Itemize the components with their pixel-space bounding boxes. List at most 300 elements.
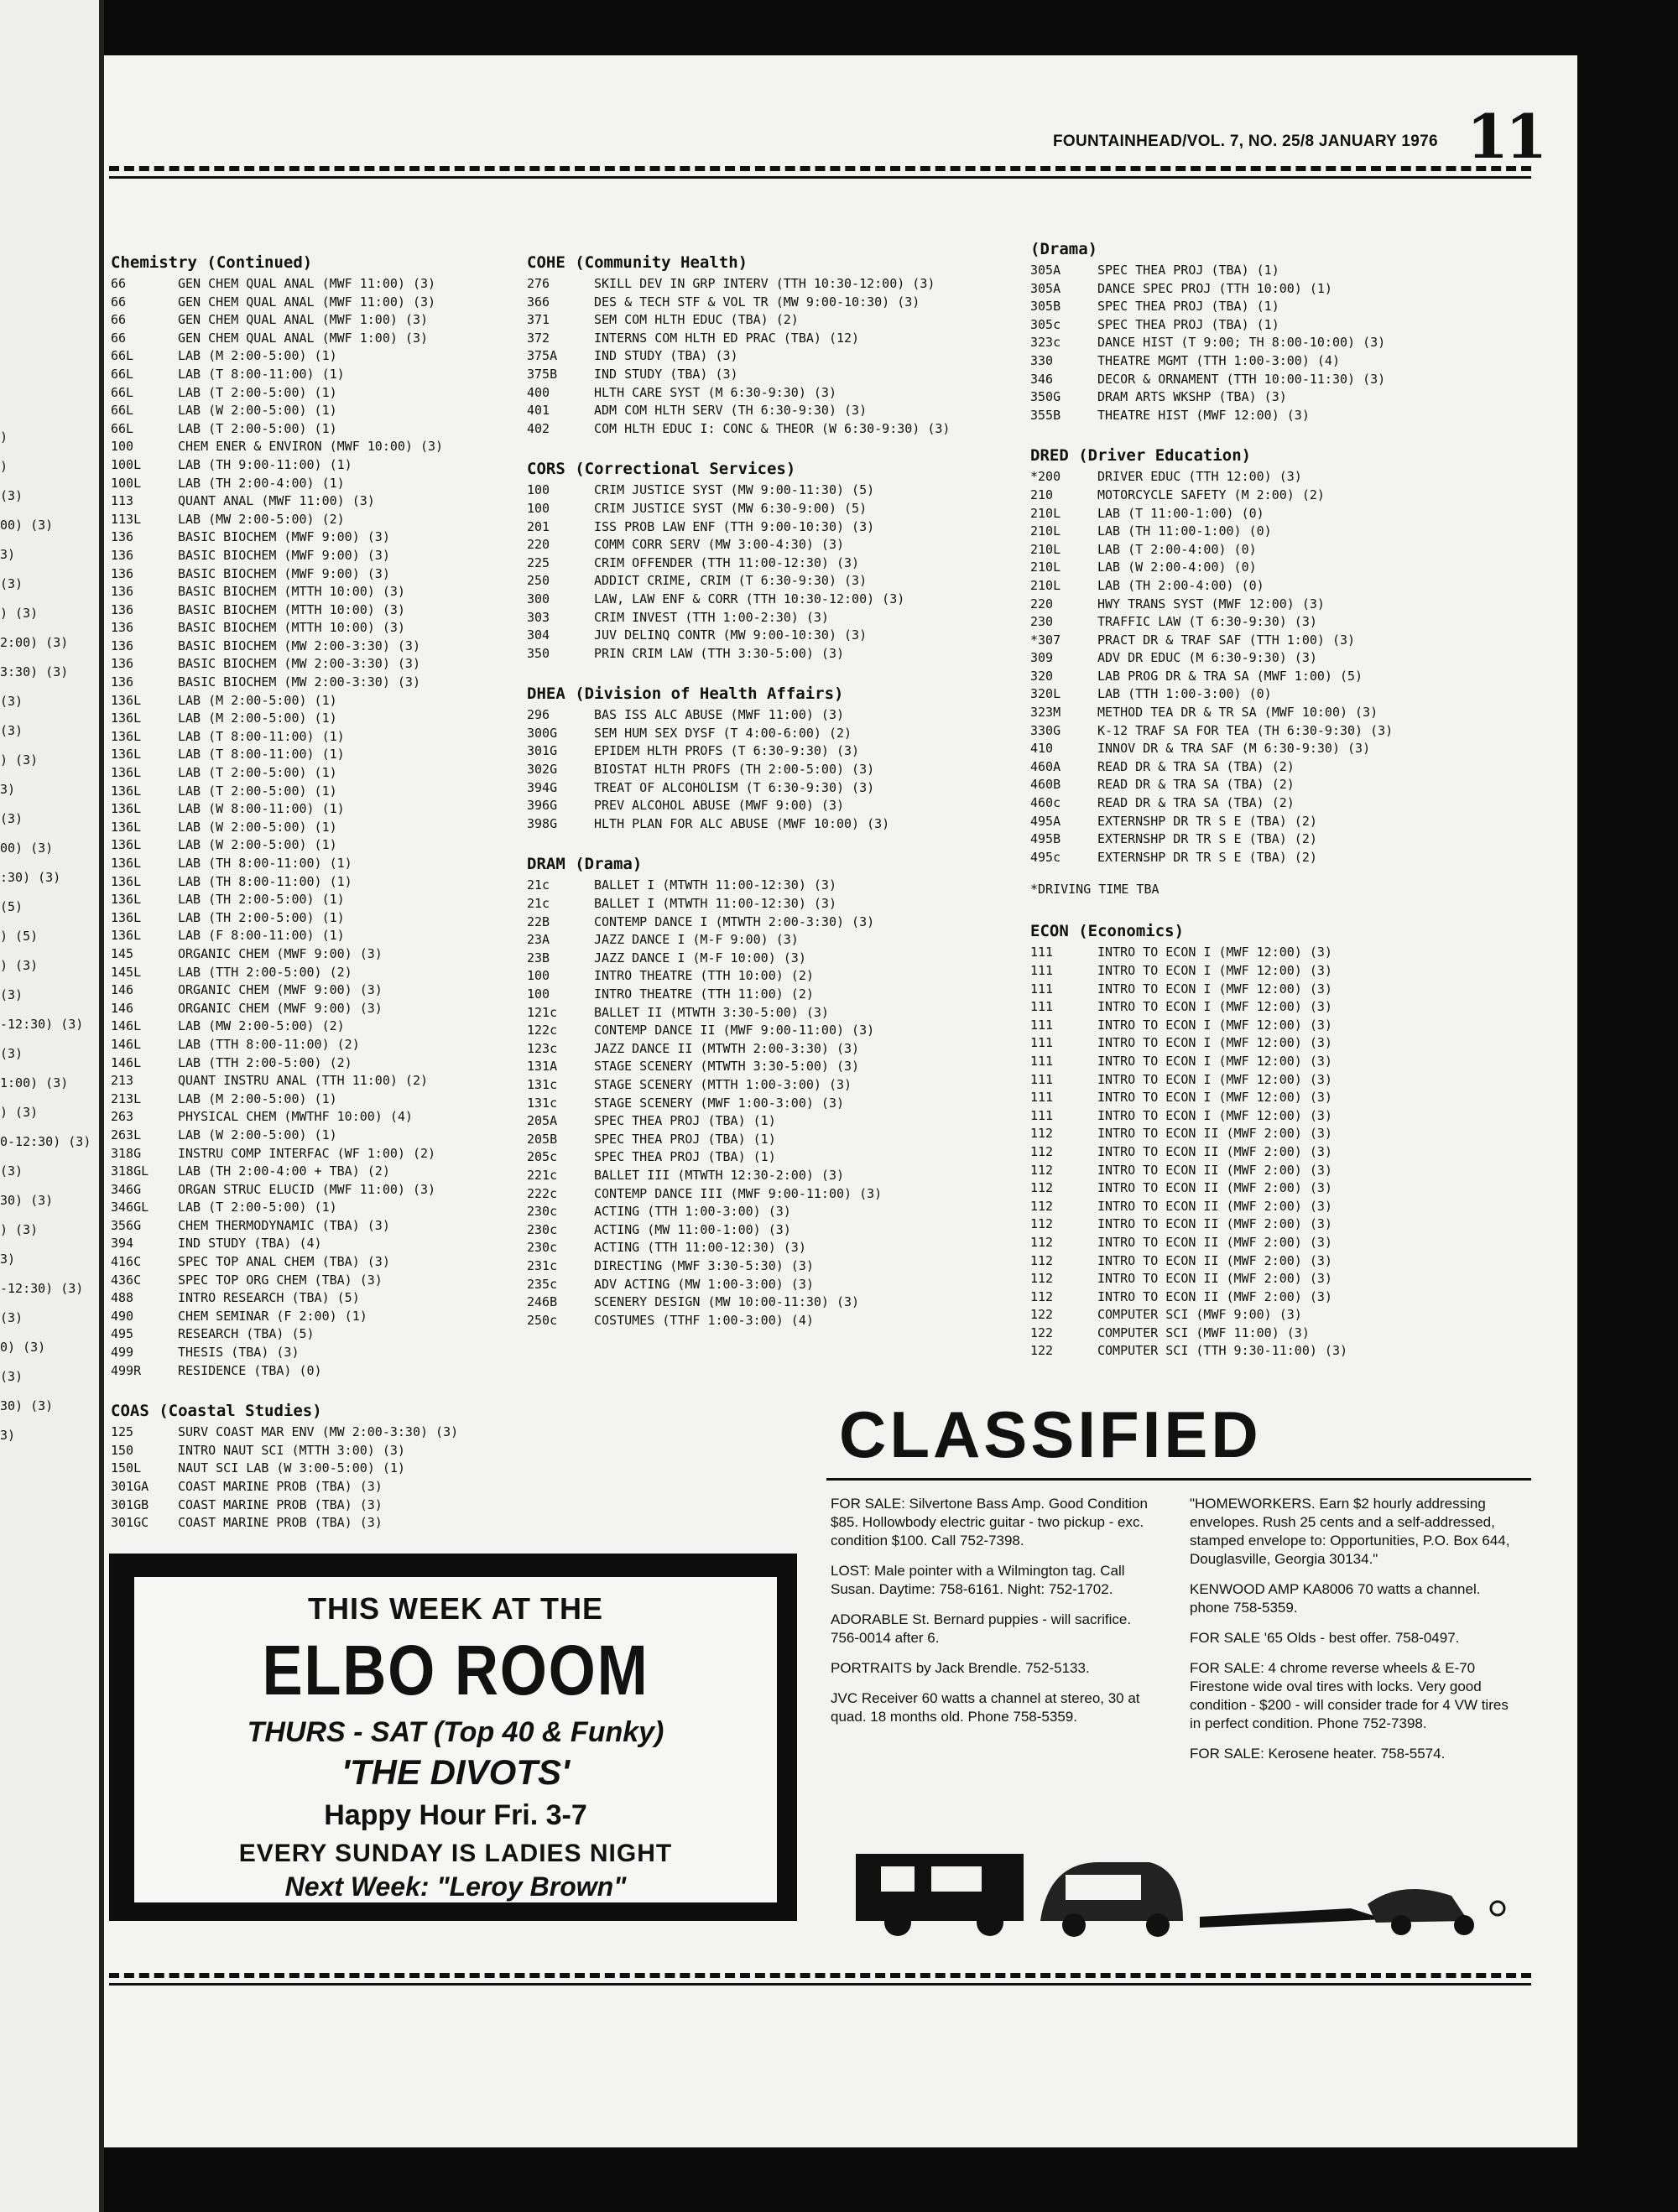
fragment-text: 00) (3) (0, 841, 54, 856)
course-row (111, 655, 518, 674)
course-title: READ DR & TRA SA (TBA) (2) (1097, 795, 1295, 811)
course-title: CHEM THERMODYNAMIC (TBA) (3) (178, 1217, 390, 1233)
course-number: 100 (527, 500, 550, 516)
course-title: CRIM JUSTICE SYST (MW 6:30-9:00) (5) (594, 500, 868, 516)
course-number: 111 (1030, 1053, 1054, 1069)
course-title: CONTEMP DANCE III (MWF 9:00-11:00) (3) (594, 1185, 883, 1201)
ad-line-3: THURS - SAT (Top 40 & Funky) (247, 1716, 664, 1748)
course-number: 346GL (111, 1200, 149, 1215)
course-row (527, 815, 1030, 834)
course-title: LAB (T 8:00-11:00) (1) (178, 747, 345, 762)
course-number: *307 (1030, 632, 1061, 648)
masthead: FOUNTAINHEAD/VOL. 7, NO. 25/8 JANUARY 1976 (1053, 133, 1438, 150)
course-row (111, 855, 518, 873)
course-title: INTRO TO ECON II (MWF 2:00) (3) (1097, 1252, 1332, 1268)
course-title: LAB (T 2:00-5:00) (1) (178, 1200, 337, 1215)
course-title: SPEC THEA PROJ (TBA) (1) (594, 1113, 776, 1129)
course-number: 398G (527, 815, 558, 831)
course-title: LAB (TTH 2:00-5:00) (2) (178, 1054, 352, 1070)
course-number: 210L (1030, 560, 1061, 575)
course-title: SKILL DEV IN GRP INTERV (TTH 10:30-12:00) (3) (594, 276, 935, 291)
course-row (111, 438, 518, 456)
course-number: 350 (527, 645, 550, 661)
course-title: LAB (TH 11:00-1:00) (0) (1097, 523, 1272, 539)
fragment-text: (3) (0, 694, 23, 709)
course-number: 300 (527, 591, 550, 606)
course-title: INTRO TO ECON I (MWF 12:00) (3) (1097, 1071, 1332, 1087)
course-number: 210L (1030, 577, 1061, 593)
course-row (527, 725, 1030, 743)
fragment-text: (3) (0, 1046, 23, 1061)
course-row (1030, 1179, 1467, 1198)
course-row (111, 583, 518, 601)
course-title: INTRO TO ECON I (MWF 12:00) (3) (1097, 999, 1332, 1015)
course-row (1030, 371, 1467, 389)
fragment-text: -12:30) (3) (0, 1281, 84, 1296)
course-number: 318G (111, 1145, 142, 1161)
course-row (111, 402, 518, 420)
course-title: INTRO TO ECON I (MWF 12:00) (3) (1097, 945, 1332, 960)
course-title: TRAFFIC LAW (T 6:30-9:30) (3) (1097, 614, 1317, 630)
course-title: INTRO NAUT SCI (MTTH 3:00) (3) (178, 1442, 405, 1458)
course-number: 136L (111, 747, 142, 762)
course-row (527, 402, 1030, 420)
course-number: 309 (1030, 650, 1054, 666)
course-number: 410 (1030, 741, 1054, 757)
course-number: 330G (1030, 722, 1061, 738)
course-title: SPEC THEA PROJ (TBA) (1) (594, 1131, 776, 1147)
fragment-text: 30) (3) (0, 1193, 54, 1208)
course-row (1030, 668, 1467, 686)
course-row (111, 1199, 518, 1217)
course-title: SCENERY DESIGN (MW 10:00-11:30) (3) (594, 1294, 860, 1310)
course-row (527, 366, 1030, 384)
course-number: 111 (1030, 1107, 1054, 1123)
course-title: MOTORCYCLE SAFETY (M 2:00) (2) (1097, 487, 1325, 502)
fragment-text: 0-12:30) (3) (0, 1134, 91, 1149)
course-number: 112 (1030, 1198, 1054, 1214)
course-title: INTRO TO ECON II (MWF 2:00) (3) (1097, 1288, 1332, 1304)
department-heading: DRAM (Drama) (527, 855, 643, 874)
fragment-text: 1:00) (3) (0, 1075, 69, 1090)
course-title: ORGANIC CHEM (MWF 9:00) (3) (178, 982, 383, 998)
course-title: LAB (W 2:00-5:00) (1) (178, 837, 337, 853)
course-title: INTRO TO ECON I (MWF 12:00) (3) (1097, 1017, 1332, 1033)
course-title: SPEC THEA PROJ (TBA) (1) (1097, 263, 1279, 278)
fragment-text: (3) (0, 987, 23, 1002)
ad-line-1: THIS WEEK AT THE (308, 1591, 603, 1626)
course-column-1 (111, 250, 518, 1533)
course-number: 201 (527, 518, 550, 534)
course-title: LAB (MW 2:00-5:00) (2) (178, 511, 345, 527)
department-heading: DHEA (Division of Health Affairs) (527, 684, 844, 704)
course-row (111, 1253, 518, 1272)
course-number: 495c (1030, 849, 1061, 865)
course-row (527, 1167, 1030, 1185)
footer-rule-thin (109, 1983, 1531, 1986)
scan-bottom-border (0, 2147, 1678, 2212)
course-title: LAB (TTH 2:00-5:00) (2) (178, 964, 352, 980)
course-row (527, 986, 1030, 1004)
course-row (1030, 794, 1467, 813)
course-title: STAGE SCENERY (MTTH 1:00-3:00) (3) (594, 1076, 852, 1092)
classified-rule (826, 1478, 1531, 1481)
course-row (527, 518, 1030, 537)
course-row (111, 384, 518, 403)
course-number: 136L (111, 856, 142, 871)
course-row (1030, 1071, 1467, 1090)
course-number: 246B (527, 1294, 558, 1310)
course-number: 346G (111, 1181, 142, 1197)
course-row (527, 591, 1030, 609)
course-title: HLTH CARE SYST (M 6:30-9:30) (3) (594, 384, 836, 400)
course-title: EPIDEM HLTH PROFS (T 6:30-9:30) (3) (594, 743, 860, 759)
fragment-text: ) (3) (0, 1222, 39, 1237)
course-row (111, 1344, 518, 1362)
course-title: ACTING (MW 11:00-1:00) (3) (594, 1221, 791, 1237)
course-title: ACTING (TTH 11:00-12:30) (3) (594, 1240, 806, 1256)
course-number: 112 (1030, 1143, 1054, 1159)
course-number: 113 (111, 493, 134, 509)
course-title: INTRO RESEARCH (TBA) (5) (178, 1290, 360, 1306)
course-row (1030, 830, 1467, 849)
course-number: 394G (527, 779, 558, 795)
course-number: 136L (111, 873, 142, 889)
ad-line-5: Happy Hour Fri. 3-7 (324, 1799, 587, 1831)
course-row (1030, 1234, 1467, 1252)
course-number: 303 (527, 609, 550, 625)
course-row (1030, 468, 1467, 487)
department-heading: COHE (Community Health) (527, 253, 748, 272)
course-row (1030, 685, 1467, 704)
course-number: 111 (1030, 1090, 1054, 1106)
classified-ad: FOR SALE: Silvertone Bass Amp. Good Condition $85. Hollowbody electric guitar - two pickup - exc. condition $100. Call 752-7398. (831, 1496, 1148, 1548)
course-title: TREAT OF ALCOHOLISM (T 6:30-9:30) (3) (594, 779, 875, 795)
course-title: K-12 TRAF SA FOR TEA (TH 6:30-9:30) (3) (1097, 722, 1394, 738)
course-number: 122c (527, 1023, 558, 1038)
course-number: 436C (111, 1272, 142, 1288)
course-title: INTRO TO ECON I (MWF 12:00) (3) (1097, 1035, 1332, 1051)
course-number: 145L (111, 964, 142, 980)
course-row (111, 456, 518, 475)
course-row (527, 609, 1030, 627)
course-title: LAW, LAW ENF & CORR (TTH 10:30-12:00) (3) (594, 591, 905, 606)
course-number: 136 (111, 584, 134, 600)
course-title: SPEC THEA PROJ (TBA) (1) (594, 1149, 776, 1165)
course-number: 375A (527, 348, 558, 364)
course-number: 210L (1030, 523, 1061, 539)
course-number: 301GB (111, 1496, 149, 1512)
course-number: 250c (527, 1312, 558, 1328)
course-number: 23A (527, 932, 550, 948)
course-row (1030, 998, 1467, 1017)
course-row (111, 819, 518, 837)
course-title: JAZZ DANCE I (M-F 10:00) (3) (594, 950, 806, 965)
page-number: 11 (1467, 101, 1545, 172)
course-row (1030, 541, 1467, 560)
course-title: INTRO TO ECON II (MWF 2:00) (3) (1097, 1180, 1332, 1196)
department-heading: ECON (Economics) (1030, 922, 1185, 941)
course-title: DANCE SPEC PROJ (TTH 10:00) (1) (1097, 280, 1332, 296)
course-row (527, 797, 1030, 815)
course-number: 372 (527, 330, 550, 346)
course-row (1030, 505, 1467, 523)
fragment-text: ) (3) (0, 606, 39, 621)
course-number: 356G (111, 1217, 142, 1233)
header-rule (109, 166, 1531, 171)
course-row (111, 800, 518, 819)
fragment-text: ) (5) (0, 929, 39, 944)
course-number: 112 (1030, 1162, 1054, 1178)
course-row (527, 627, 1030, 645)
course-number: 121c (527, 1004, 558, 1020)
course-title: CHEM ENER & ENVIRON (MWF 10:00) (3) (178, 439, 444, 455)
course-row (111, 1108, 518, 1127)
course-row (527, 706, 1030, 725)
course-title: COAST MARINE PROB (TBA) (3) (178, 1479, 383, 1494)
course-title: LAB (TH 8:00-11:00) (1) (178, 873, 352, 889)
course-number: 112 (1030, 1234, 1054, 1250)
course-number: 230c (527, 1204, 558, 1220)
course-title: LAB PROG DR & TRA SA (MWF 1:00) (5) (1097, 668, 1363, 684)
course-title: THEATRE MGMT (TTH 1:00-3:00) (4) (1097, 352, 1340, 368)
course-row (527, 330, 1030, 348)
course-title: LAB (TTH 1:00-3:00) (0) (1097, 686, 1272, 702)
fragment-text: 3) (0, 782, 16, 797)
course-title: INTRO TO ECON I (MWF 12:00) (3) (1097, 963, 1332, 978)
course-title: LAB (M 2:00-5:00) (1) (178, 692, 337, 708)
course-number: 213L (111, 1090, 142, 1106)
course-title: COAST MARINE PROB (TBA) (3) (178, 1515, 383, 1531)
course-row (111, 1362, 518, 1381)
course-row (111, 728, 518, 747)
course-row (111, 964, 518, 982)
course-number: 100L (111, 456, 142, 472)
course-row (527, 275, 1030, 294)
course-row (1030, 316, 1467, 335)
course-number: 402 (527, 420, 550, 436)
course-row (527, 1312, 1030, 1330)
course-title: BALLET I (MTWTH 11:00-12:30) (3) (594, 877, 836, 893)
course-row (1030, 813, 1467, 831)
course-number: 301GC (111, 1515, 149, 1531)
course-number: 66L (111, 384, 134, 400)
fragment-text: (3) (0, 1163, 23, 1179)
course-number: 263 (111, 1109, 134, 1125)
course-row (111, 710, 518, 728)
course-row (527, 1040, 1030, 1059)
fragment-text: (3) (0, 1369, 23, 1384)
fragment-text: (3) (0, 488, 23, 503)
course-row (1030, 577, 1467, 596)
course-row (111, 347, 518, 366)
course-title: INTRO TO ECON II (MWF 2:00) (3) (1097, 1143, 1332, 1159)
classified-ad: FOR SALE: 4 chrome reverse wheels & E-70 Firestone wide oval tires with locks. Very good condition - $200 - will consider trade for 4 VW tires in perfect condition. Phone 752-7398. (1190, 1660, 1509, 1731)
course-row (111, 294, 518, 312)
course-row (111, 1423, 518, 1442)
elbo-room-ad (109, 1554, 797, 1921)
course-row (111, 565, 518, 584)
course-title: GEN CHEM QUAL ANAL (MWF 1:00) (3) (178, 330, 429, 346)
course-number: 66 (111, 312, 127, 328)
course-row (111, 1217, 518, 1236)
course-number: 400 (527, 384, 550, 400)
fragment-text: :30) (3) (0, 870, 61, 885)
course-row (1030, 559, 1467, 577)
course-row (527, 311, 1030, 330)
course-title: LAB (T 2:00-5:00) (1) (178, 783, 337, 799)
course-title: BALLET I (MTWTH 11:00-12:30) (3) (594, 896, 836, 912)
course-number: 250 (527, 573, 550, 589)
course-number: 230 (1030, 614, 1054, 630)
course-row (1030, 262, 1467, 280)
course-title: COAST MARINE PROB (TBA) (3) (178, 1496, 383, 1512)
course-row (527, 347, 1030, 366)
course-number: 136L (111, 909, 142, 925)
course-title: BALLET III (MTWTH 12:30-2:00) (3) (594, 1167, 845, 1183)
course-row (1030, 1198, 1467, 1216)
course-title: LAB (TH 2:00-4:00) (1) (178, 475, 345, 491)
course-number: 355B (1030, 407, 1061, 423)
course-title: SPEC TOP ANAL CHEM (TBA) (3) (178, 1254, 390, 1270)
course-row (1030, 388, 1467, 407)
course-number: 401 (527, 403, 550, 419)
ad-line-6: EVERY SUNDAY IS LADIES NIGHT (238, 1840, 673, 1867)
course-title: BASIC BIOCHEM (MWF 9:00) (3) (178, 565, 390, 581)
course-number: 222c (527, 1185, 558, 1201)
course-number: 111 (1030, 981, 1054, 997)
course-row (1030, 1288, 1467, 1307)
course-title: BASIC BIOCHEM (MW 2:00-3:30) (3) (178, 674, 420, 690)
course-row (1030, 352, 1467, 371)
course-row (527, 1293, 1030, 1312)
footnote: *DRIVING TIME TBA (1030, 882, 1159, 898)
course-number: 136L (111, 928, 142, 944)
course-title: LAB (T 2:00-4:00) (0) (1097, 541, 1257, 557)
course-row (111, 1289, 518, 1308)
course-row (111, 1127, 518, 1145)
course-row (1030, 1089, 1467, 1107)
course-number: 305A (1030, 263, 1061, 278)
department-heading: (Drama) (1030, 240, 1098, 258)
course-number: 136L (111, 710, 142, 726)
course-row (111, 619, 518, 638)
course-title: LAB (T 8:00-11:00) (1) (178, 728, 345, 744)
course-number: 296 (527, 707, 550, 723)
fragment-text: -12:30) (3) (0, 1017, 84, 1032)
course-number: 100L (111, 475, 142, 491)
course-number: 136L (111, 837, 142, 853)
classified-ad: PORTRAITS by Jack Brendle. 752-5133. (831, 1660, 1090, 1676)
fragment-text: ) (3) (0, 752, 39, 768)
course-number: 304 (527, 627, 550, 643)
course-row (1030, 849, 1467, 867)
course-title: DIRECTING (MWF 3:30-5:30) (3) (594, 1257, 814, 1273)
course-title: SPEC THEA PROJ (TBA) (1) (1097, 316, 1279, 332)
course-number: 330 (1030, 352, 1054, 368)
course-row (111, 601, 518, 620)
course-row (1030, 613, 1467, 632)
course-number: 112 (1030, 1180, 1054, 1196)
course-row (527, 294, 1030, 312)
course-title: CRIM JUSTICE SYST (MW 9:00-11:30) (5) (594, 482, 875, 498)
course-title: ADV ACTING (MW 1:00-3:00) (3) (594, 1276, 814, 1292)
course-row (527, 554, 1030, 573)
course-title: RESEARCH (TBA) (5) (178, 1326, 315, 1342)
course-row (111, 1308, 518, 1326)
course-row (527, 779, 1030, 798)
course-row (1030, 1143, 1467, 1162)
course-title: EXTERNSHP DR TR S E (TBA) (2) (1097, 831, 1317, 847)
course-number: 136 (111, 601, 134, 617)
course-number: 136L (111, 819, 142, 835)
course-row (527, 1058, 1030, 1076)
course-row (111, 475, 518, 493)
fragment-text: 3) (0, 1252, 16, 1267)
course-number: 488 (111, 1290, 134, 1306)
course-number: 131c (527, 1076, 558, 1092)
course-number: 136L (111, 692, 142, 708)
course-title: ADDICT CRIME, CRIM (T 6:30-9:30) (3) (594, 573, 868, 589)
course-title: CRIM OFFENDER (TTH 11:00-12:30) (3) (594, 554, 860, 570)
course-title: LAB (TH 2:00-4:00) (0) (1097, 577, 1264, 593)
ad-line-4: 'THE DIVOTS' (341, 1752, 570, 1792)
footer-rule (109, 1973, 1531, 1978)
course-number: 230c (527, 1240, 558, 1256)
course-row (111, 1090, 518, 1109)
course-title: LAB (M 2:00-5:00) (1) (178, 710, 337, 726)
ad-line-2: ELBO ROOM (262, 1631, 649, 1710)
fragment-text: 3) (0, 1428, 16, 1443)
course-title: LAB (F 8:00-11:00) (1) (178, 928, 345, 944)
course-row (1030, 1270, 1467, 1288)
course-title: BALLET II (MTWTH 3:30-5:00) (3) (594, 1004, 829, 1020)
course-title: INTRO TO ECON I (MWF 12:00) (3) (1097, 981, 1332, 997)
course-title: IND STUDY (TBA) (4) (178, 1236, 322, 1252)
scan-top-border (0, 0, 1678, 55)
course-number: 346 (1030, 371, 1054, 387)
course-number: 318GL (111, 1163, 149, 1179)
course-row (111, 891, 518, 909)
course-title: COMPUTER SCI (MWF 11:00) (3) (1097, 1325, 1310, 1340)
course-row (111, 764, 518, 783)
ad-panel (134, 1577, 777, 1902)
course-row (527, 1239, 1030, 1257)
course-number: 230c (527, 1221, 558, 1237)
course-number: 205B (527, 1131, 558, 1147)
course-number: 416C (111, 1254, 142, 1270)
course-title: METHOD TEA DR & TR SA (MWF 10:00) (3) (1097, 705, 1378, 721)
course-row (111, 1514, 518, 1533)
course-row (527, 1257, 1030, 1276)
classified-ad: FOR SALE: Kerosene heater. 758-5574. (1190, 1746, 1446, 1762)
course-number: 495A (1030, 813, 1061, 829)
course-title: COM HLTH EDUC I: CONC & THEOR (W 6:30-9:30) (3) (594, 420, 951, 436)
course-row (1030, 1125, 1467, 1143)
classified-right-column (1190, 1495, 1519, 1775)
course-title: LAB (T 2:00-5:00) (1) (178, 765, 337, 781)
course-number: 21c (527, 877, 550, 893)
course-number: 371 (527, 312, 550, 328)
course-title: SURV COAST MAR ENV (MW 2:00-3:30) (3) (178, 1424, 459, 1440)
course-title: BASIC BIOCHEM (MWF 9:00) (3) (178, 547, 390, 563)
classified-left-column (831, 1495, 1162, 1738)
course-title: PREV ALCOHOL ABUSE (MWF 9:00) (3) (594, 798, 845, 814)
course-number: 460B (1030, 777, 1061, 793)
classified-ad: LOST: Male pointer with a Wilmington tag. Call Susan. Daytime: 758-6161. Night: 752-1702. (831, 1563, 1125, 1597)
classified-ad: FOR SALE '65 Olds - best offer. 758-0497. (1190, 1630, 1460, 1646)
course-row (111, 1018, 518, 1036)
